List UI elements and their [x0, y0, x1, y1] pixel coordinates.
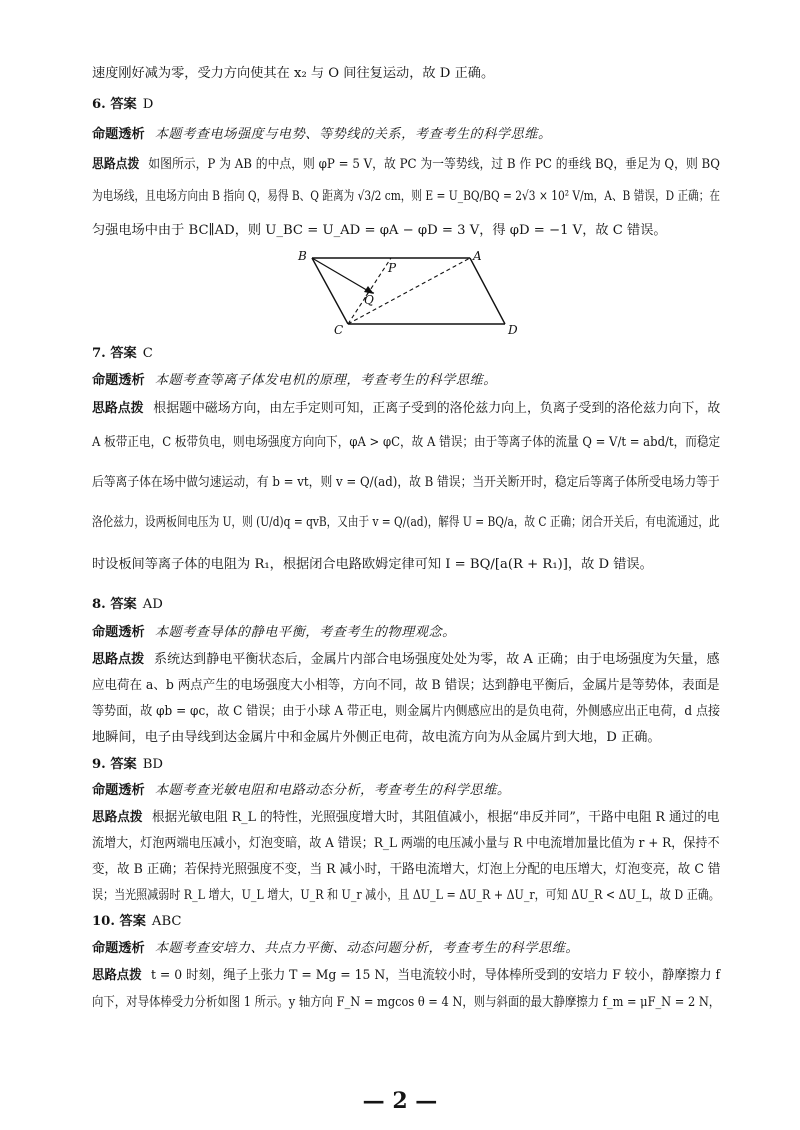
section-label: 思路点拨 [92, 652, 145, 667]
answer-heading-q10 [92, 913, 181, 931]
answer-value: AD [142, 597, 163, 612]
label-A: A [473, 249, 482, 263]
text-line: 地瞬间，电子由导线到达金属片中和金属片外侧正电荷，故电流方向为从金属片到大地，D 正确。 [92, 730, 661, 745]
section-text: 本题考查光敏电阻和电路动态分析，考查考生的科学思维。 [154, 783, 511, 798]
text-line: 速度刚好减为零，受力方向使其在 x₂ 与 O 间往复运动，故 D 正确。 [92, 66, 495, 81]
section-label: 思路点拨 [92, 810, 143, 825]
section-text: 本题考查安培力、共点力平衡、动态问题分析，考查考生的科学思维。 [154, 941, 580, 956]
label-Q: Q [364, 293, 374, 307]
answer-heading-q7 [92, 345, 153, 363]
section-label: 命题透析 [92, 783, 145, 798]
solution-line-q8 [92, 651, 720, 669]
section-text: 如图所示，P 为 AB 的中点，则 φP = 5 V，故 PC 为一等势线，过 B 作 PC 的垂线 BQ，垂足为 Q，则 BQ [148, 157, 720, 172]
answer-heading-q8 [92, 596, 163, 614]
text-line: A 板带正电，C 板带负电，则电场强度方向向下，φA > φC，故 A 错误；由于等离子体的流量 Q = V/t = abd/t，而稳定 [92, 435, 721, 450]
section-label: 命题透析 [92, 941, 145, 956]
answer-label: 6. 答案 [92, 97, 137, 112]
proposition-analysis-q7 [92, 372, 497, 390]
page-number: — 2 — [362, 1088, 438, 1114]
section-text: 本题考查电场强度与电势、等势线的关系，考查考生的科学思维。 [154, 127, 552, 142]
section-text: 根据光敏电阻 R_L 的特性，光照强度增大时，其阻值减小，根据“串反并同”，干路中电阻 R 通过的电 [152, 810, 720, 825]
solution-line-q7 [92, 400, 720, 418]
answer-value: ABC [151, 914, 182, 929]
solution-line-q10 [92, 967, 720, 985]
text-line: 时设板间等离子体的电阻为 R₁，根据闭合电路欧姆定律可知 I = BQ/[a(R + R₁)]，故 D 错误。 [92, 557, 653, 572]
section-text: 根据题中磁场方向，由左手定则可知，正离子受到的洛伦兹力向上，负离子受到的洛伦兹力向下，故 [153, 401, 721, 416]
parallelogram-figure [290, 246, 520, 336]
label-B: B [298, 249, 307, 263]
text-line: 匀强电场中由于 BC∥AD，则 U_BC = U_AD = φA − φD = 3 V，得 φD = −1 V，故 C 错误。 [92, 223, 667, 238]
proposition-analysis-q10 [92, 940, 579, 958]
answer-label: 9. 答案 [92, 757, 137, 772]
text-line: 后等离子体在场中做匀速运动，有 b = vt，则 v = Q/(ad)，故 B 错误；当开关断开时，稳定后等离子体所受电场力等于 [92, 475, 720, 490]
solution-line-q9 [92, 809, 720, 827]
text-line: 误；当光照减弱时 R_L 增大，U_L 增大，U_R 和 U_r 减小，且 ΔU_L = ΔU_R + ΔU_r，可知 ΔU_R < ΔU_L，故 D 正确。 [92, 888, 720, 903]
section-text: 系统达到静电平衡状态后，金属片内部合电场强度处处为零，故 A 正确；由于电场强度为矢量，感 [154, 652, 720, 667]
text-line: 等势面，故 φb = φc，故 C 错误；由于小球 A 带正电，则金属片内侧感应出的是负电荷，外侧感应出正电荷，d 点接 [92, 704, 721, 719]
answer-value: BD [142, 757, 163, 772]
section-label: 命题透析 [92, 625, 145, 640]
edge-AD [470, 258, 505, 324]
proposition-analysis-q9 [92, 782, 511, 800]
proposition-analysis-q6 [92, 126, 552, 144]
label-P: P [388, 261, 397, 275]
section-text: 本题考查等离子体发电机的原理，考查考生的科学思维。 [154, 373, 497, 388]
answer-label: 8. 答案 [92, 597, 137, 612]
section-text: t = 0 时刻，绳子上张力 T = Mg = 15 N，当电流较小时，导体棒所受到的安培力 F 较小，静摩擦力 f [150, 968, 721, 983]
section-label: 思路点拨 [92, 157, 140, 172]
text-line: 为电场线，且电场方向由 B 指向 Q，易得 B、Q 距离为 √3/2 cm，则 E = U_BQ/BQ = 2√3 × 10² V/m，A、B 错误，D 正确；在 [92, 189, 720, 204]
answer-heading-q6 [92, 96, 153, 114]
text-line: 流增大，灯泡两端电压减小，灯泡变暗，故 A 错误；R_L 两端的电压减小量与 R 中电流增加量比值为 r + R，保持不 [92, 836, 720, 851]
answer-label: 7. 答案 [92, 346, 137, 361]
proposition-analysis-q8 [92, 624, 456, 642]
label-C: C [334, 323, 344, 336]
text-line: 应电荷在 a、b 两点产生的电场强度大小相等，方向不同，故 B 错误；达到静电平衡后，金属片是等势体，表面是 [92, 678, 720, 693]
text-line: 洛伦兹力，设两板间电压为 U，则 (U/d)q = qvB，又由于 v = Q/(ad)，解得 U = BQ/a，故 C 正确；闭合开关后，有电流通过，此 [92, 515, 720, 530]
section-label: 命题透析 [92, 127, 145, 142]
section-text: 本题考查导体的静电平衡，考查考生的物理观念。 [154, 625, 456, 640]
section-label: 思路点拨 [92, 401, 144, 416]
text-line: 变，故 B 正确；若保持光照强度不变，当 R 减小时，干路电流增大，灯泡上分配的电压增大，灯泡变亮，故 C 错 [92, 862, 721, 877]
section-label: 思路点拨 [92, 968, 142, 983]
answer-value: D [142, 97, 154, 112]
solution-line-q6 [92, 156, 720, 174]
answer-value: C [142, 346, 153, 361]
section-label: 命题透析 [92, 373, 145, 388]
label-D: D [508, 323, 518, 336]
answer-label: 10. 答案 [92, 914, 146, 929]
answer-heading-q9 [92, 756, 163, 774]
text-line: 向下，对导体棒受力分析如图 1 所示。y 轴方向 F_N = mgcos θ = 4 N，则与斜面的最大静摩擦力 f_m = μF_N = 2 N， [92, 995, 721, 1010]
